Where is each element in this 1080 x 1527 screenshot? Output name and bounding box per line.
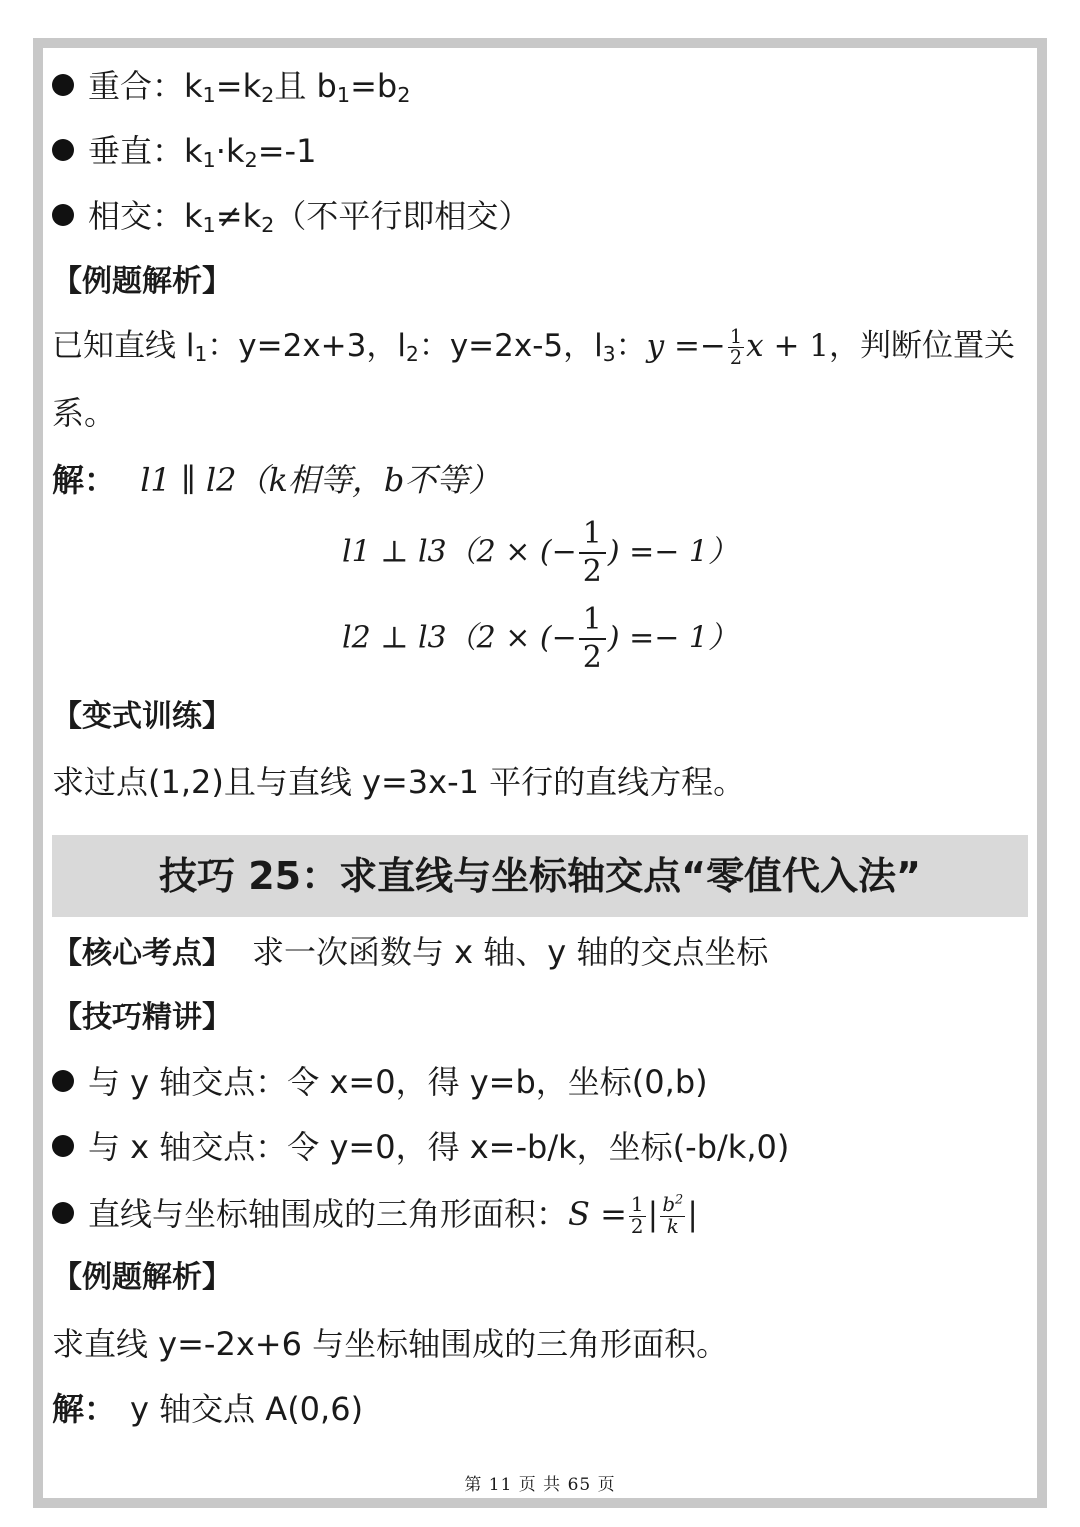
bullet-text: 与 x 轴交点：令 y=0，得 x=-b/k，坐标(-b/k,0) (88, 1128, 790, 1166)
bullet-dot (52, 74, 74, 96)
section-example-heading: 【例题解析】 (52, 264, 232, 299)
bullet-formula: $k_1\ne k_2$（不平行即相交） (184, 197, 531, 238)
solution-label: 解： (52, 461, 117, 499)
bullet-label: 垂直： (88, 132, 185, 170)
variant-problem: 求过点(1,2)且与直线 y=3x-1 平行的直线方程。 (52, 763, 746, 801)
bullet-y-intercept (52, 1062, 708, 1102)
fraction-one-half: $\frac{1}{2}$ (579, 602, 606, 676)
problem-text: ，判断位置关 (829, 328, 1016, 364)
bullet-dot (52, 1202, 74, 1224)
area-formula: S = $\frac{1}{2}$ | $\frac{b^2}{k}$ | (568, 1192, 699, 1238)
core-point (52, 932, 768, 974)
bullet-x-intercept (52, 1127, 789, 1167)
core-label: 【核心考点】 (52, 936, 232, 971)
bullet-dot (52, 204, 74, 226)
section-example-heading-2: 【例题解析】 (52, 1260, 232, 1295)
tip-25-banner: 技巧 25：求直线与坐标轴交点“零值代入法” (52, 835, 1028, 917)
example-2-problem: 求直线 y=-2x+6 与坐标轴围成的三角形面积。 (52, 1325, 729, 1363)
example-1-solution (52, 460, 500, 500)
bullet-coincide (52, 66, 410, 106)
equation-part: l1 ⊥ l3（2 × (− (341, 534, 577, 570)
equation-part: l2 ⊥ l3（2 × (− (341, 620, 577, 656)
bullet-dot (52, 139, 74, 161)
equation-part: ) =− 1） (607, 620, 739, 656)
bullet-triangle-area (52, 1194, 698, 1238)
problem-text: 已知直线 l (52, 328, 195, 364)
equation-part: ) =− 1） (607, 534, 739, 570)
example-2-solution (52, 1389, 363, 1429)
bullet-perpendicular (52, 131, 316, 171)
math-formula-l3: y =− $\frac{1}{2}$ x (646, 324, 764, 369)
bullet-text: 与 y 轴交点：令 x=0，得 y=b，坐标(0,b) (88, 1063, 708, 1101)
section-variant-heading: 【变式训练】 (52, 699, 232, 734)
solution-line-3 (0, 602, 1080, 676)
example-1-problem-line2: 系。 (52, 394, 117, 432)
solution-text: y 轴交点 A(0,6) (130, 1390, 364, 1428)
bullet-formula: $k_1\cdot k_2=-1$ (184, 132, 317, 173)
bullet-label: 相交： (88, 197, 185, 235)
bullet-intersect (52, 196, 530, 236)
page-number-footer: 第 11 页 共 65 页 (464, 1475, 616, 1495)
solution-line-2 (0, 516, 1080, 590)
section-tips-heading: 【技巧精讲】 (52, 1000, 232, 1035)
bullet-label: 重合： (88, 67, 185, 105)
bullet-dot (52, 1135, 74, 1157)
bullet-formula: $k_1=k_2$且 $b_1=b_2$ (184, 67, 411, 108)
solution-line-1: l1 ∥ l2（k相等，b不等） (140, 461, 501, 499)
fraction-one-half: $\frac{1}{2}$ (579, 516, 606, 590)
core-text: 求一次函数与 x 轴、y 轴的交点坐标 (252, 933, 769, 971)
solution-label: 解： (52, 1390, 117, 1428)
bullet-text: 直线与坐标轴围成的三角形面积： (88, 1195, 569, 1233)
problem-text: $_1$：y=2x+3，$l_2$：y=2x-5，$l_3$： (194, 328, 647, 367)
bullet-dot (52, 1070, 74, 1092)
example-1-problem: 已知直线 $l_1$：y=2x+3，$l_2$：y=2x-5，$l_3$：y =− $\frac{1}{2}$ x + 1，判断位置关 (52, 324, 1016, 369)
